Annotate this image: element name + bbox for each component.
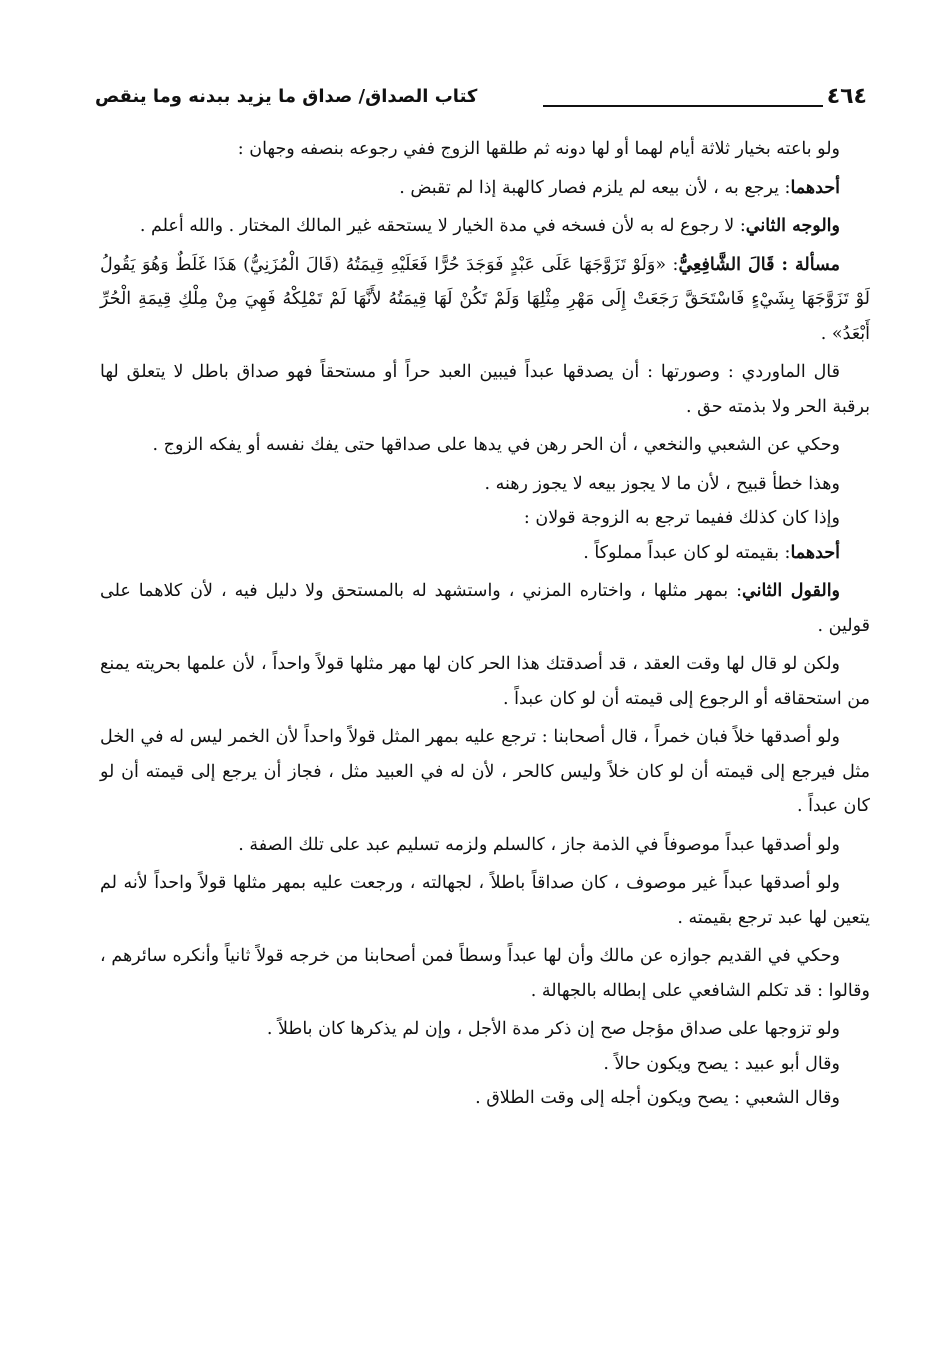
paragraph: [100, 939, 870, 1008]
paragraph: [100, 248, 870, 352]
paragraph-lead: مسألة : قَالَ الشَّافِعِيُّ: [678, 254, 841, 275]
paragraph: [100, 1081, 870, 1116]
paragraph-lead: أحدهما: [790, 177, 840, 198]
paragraph-text: وهذا خطأ قبيح ، لأن ما لا يجوز بيعه لا يجوز رهنه .: [484, 473, 840, 494]
page-number: ٤٦٤: [826, 84, 867, 109]
paragraph: [100, 209, 870, 244]
paragraph-lead: والقول الثاني: [742, 581, 841, 601]
paragraph-text: وقال أبو عبيد : يصح ويكون حالاً .: [603, 1053, 840, 1074]
paragraph: [100, 647, 870, 716]
paragraph: [100, 1012, 870, 1047]
header-rule: [543, 105, 823, 107]
paragraph: [100, 171, 870, 206]
paragraph-text: : بقيمته لو كان عبداً مملوكاً .: [583, 542, 791, 563]
paragraph-text: ولو أصدقها عبداً موصوفاً في الذمة جاز ، كالسلم ولزمه تسليم عبد على تلك الصفة .: [238, 834, 840, 855]
paragraph-text: ولو أصدقها عبداً غير موصوف ، كان صداقاً باطلاً ، لجهالته ، ورجعت عليه بمهر مثلها قولاً واحداً لأنه لم يتعين لها عبد ترجع بقيمته .: [100, 873, 870, 928]
paragraph-text: : «وَلَوْ تَزَوَّجَهَا عَلَى عَبْدٍ فَوَجَدَ حُرًّا فَعَلَيْهِ قِيمَتُهُ (قَالَ الْمُزَنِيُّ) هَذَا غَلَطٌ وَهُوَ يَقُولُ لَوْ تَزَوَّجَهَا بِشَيْءٍ فَاسْتَحَقَّ رَجَعَتْ إِلَى مَهْرِ مِثْلِهَا وَلَمْ تَكُنْ لَهَا قِيمَتُهُ لأَنَّهَا لَمْ تَمْلِكْهُ فَهِيَ مِنْ مِلْكِ قِيمَةِ الْحُرِّ أَبْعَدُ» .: [100, 254, 870, 344]
paragraph-text: ولكن لو قال لها وقت العقد ، قد أصدقتك هذا الحر كان لها مهر مثلها قولاً واحداً ، لأن علمها بحريته يمنع من استحقاقه أو الرجوع إلى قيمته أن لو كان عبداً .: [100, 654, 870, 709]
paragraph-text: ولو باعته بخيار ثلاثة أيام لهما أو لها دونه ثم طلقها الزوج ففي رجوعه بنصفه وجهان :: [237, 139, 840, 159]
paragraph: [100, 720, 870, 824]
paragraph-text: قال الماوردي : وصورتها : أن يصدقها عبداً فيبين العبد حراً أو مستحقاً فهو صداق باطل لا يتعلق لها برقبة الحر ولا بذمته حق .: [100, 362, 870, 417]
running-title: كتاب الصداق/ صداق ما يزيد ببدنه وما ينقص: [95, 86, 478, 107]
paragraph-text: ولو أصدقها خلاً فبان خمراً ، قال أصحابنا : ترجع عليه بمهر المثل قولاً واحداً لأن الخمر ليس له في الخل مثل فيرجع إلى قيمته أن لو كان خلاً وليس كالحر ، لأن له في العبيد مثل ، فجاز أن يرجع إلى قيمته أن لو كان عبداً .: [100, 727, 870, 816]
paragraph: [100, 428, 870, 463]
paragraph-text: وحكي في القديم جوازه عن مالك وأن لها عبداً وسطاً فمن أصحابنا من خرجه قولاً ثانياً وأنكره سائرهم ، وقالوا : قد تكلم الشافعي على إبطاله بالجهالة .: [100, 946, 870, 1001]
paragraph: [100, 501, 870, 536]
paragraph-text: وإذا كان كذلك ففيما ترجع به الزوجة قولان :: [523, 508, 840, 528]
paragraph: [100, 828, 870, 863]
paragraph-lead: والوجه الثاني: [745, 216, 840, 236]
paragraph-text: وحكي عن الشعبي والنخعي ، أن الحر رهن في يدها على صداقها حتى يفك نفسه أو يفكه الزوج .: [152, 435, 840, 455]
page-header: [95, 82, 867, 116]
paragraph: [100, 132, 870, 167]
paragraph: [100, 355, 870, 424]
paragraph: [100, 536, 870, 571]
page-body: [100, 132, 870, 1116]
paragraph: [100, 467, 870, 502]
paragraph: [100, 866, 870, 935]
paragraph-text: : بمهر مثلها ، واختاره المزني ، واستشهد له بالمستحق ولا دليل فيه ، لأن كلاهما على قولين .: [100, 581, 870, 636]
paragraph-text: وقال الشعبي : يصح ويكون أجله إلى وقت الطلاق .: [475, 1088, 840, 1108]
paragraph-text: ولو تزوجها على صداق مؤجل صح إن ذكر مدة الأجل ، وإن لم يذكرها كان باطلاً .: [266, 1019, 840, 1039]
paragraph-text: : يرجع به ، لأن بيعه لم يلزم فصار كالهبة إذا لم تقبض .: [399, 177, 791, 198]
paragraph: [100, 1047, 870, 1082]
paragraph: [100, 574, 870, 643]
paragraph-lead: أحدهما: [790, 542, 840, 563]
paragraph-text: : لا رجوع له به لأن فسخه في مدة الخيار لا يستحقه غير المالك المختار . والله أعلم .: [139, 216, 746, 236]
